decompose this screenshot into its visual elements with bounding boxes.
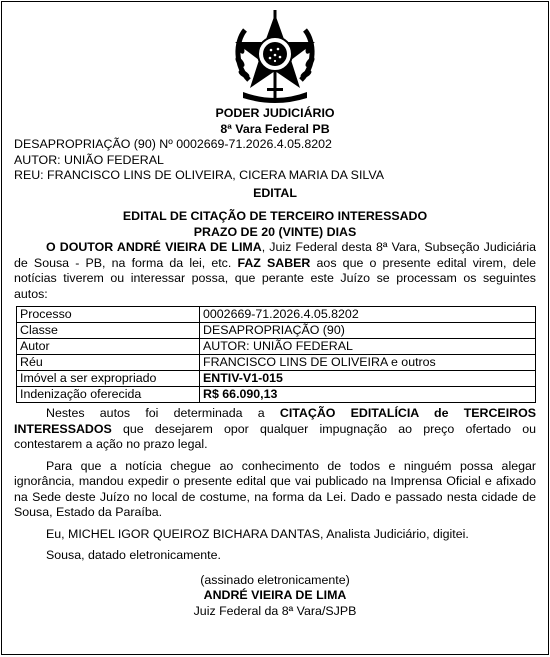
table-row bbox=[17, 371, 536, 387]
table-label: Réu bbox=[17, 355, 200, 371]
table-label: Processo bbox=[17, 307, 200, 323]
citation-emphasis: CITAÇÃO EDITALÍCIA de TERCEIROS INTERESSADOS bbox=[14, 406, 536, 436]
table-label: Indenização oferecida bbox=[17, 387, 200, 403]
table-value: FRANCISCO LINS DE OLIVEIRA e outros bbox=[200, 355, 536, 371]
edital-title: EDITAL DE CITAÇÃO DE TERCEIRO INTERESSADO bbox=[122, 209, 428, 223]
citation-paragraph: Nestes autos foi determinada a CITAÇÃO EDITALÍCIA de TERCEIROS INTERESSADOS que desejarem opor qualquer impugnação ao preço ofertado ou contestarem a ação no prazo legal. bbox=[14, 406, 536, 451]
case-author-line: AUTOR: UNIÃO FEDERAL bbox=[14, 152, 164, 167]
table-row bbox=[17, 339, 536, 355]
case-defendant-line: REU: FRANCISCO LINS DE OLIVEIRA, CICERA MARIA DA SILVA bbox=[14, 168, 384, 182]
header-institution: PODER JUDICIÁRIO bbox=[215, 106, 335, 120]
table-value: 0002669-71.2026.4.05.8202 bbox=[200, 307, 536, 323]
table-label: Autor bbox=[17, 339, 200, 355]
signature-name: ANDRÉ VIEIRA DE LIMA bbox=[203, 588, 347, 602]
table-label: Imóvel a ser expropriado bbox=[17, 371, 200, 387]
signature-role: Juiz Federal da 8ª Vara/SJPB bbox=[193, 603, 357, 618]
signature-block bbox=[14, 573, 536, 620]
judge-name: O DOUTOR ANDRÉ VIEIRA DE LIMA bbox=[46, 240, 262, 254]
table-row bbox=[17, 355, 536, 371]
date-paragraph: Sousa, datado eletronicamente. bbox=[46, 548, 221, 562]
table-label: Classe bbox=[17, 323, 200, 339]
signature-note: (assinado eletronicamente) bbox=[200, 572, 350, 587]
typist-paragraph: Eu, MICHEL IGOR QUEIROZ BICHARA DANTAS, Analista Judiciário, digitei. bbox=[46, 526, 469, 541]
case-number-line: DESAPROPRIAÇÃO (90) Nº 0002669-71.2026.4.05.8202 bbox=[14, 137, 332, 151]
table-row bbox=[17, 387, 536, 403]
document-type: EDITAL bbox=[253, 185, 297, 200]
coat-of-arms-icon bbox=[229, 8, 321, 104]
edital-deadline: PRAZO DE 20 (VINTE) DIAS bbox=[193, 224, 357, 239]
intro-paragraph: O DOUTOR ANDRÉ VIEIRA DE LIMA, Juiz Federal desta 8ª Vara, Subseção Judiciária de Sousa - PB, na forma da lei, etc. FAZ SABER aos que o presente edital virem, dele notícias tiverem ou interessar possa, que perante este Juízo se processam os seguintes autos: bbox=[14, 240, 537, 301]
table-value: R$ 66.090,13 bbox=[200, 387, 536, 403]
table-value: AUTOR: UNIÃO FEDERAL bbox=[200, 339, 536, 355]
case-details-table bbox=[16, 306, 536, 403]
table-value: ENTIV-V1-015 bbox=[200, 371, 536, 387]
table-value: DESAPROPRIAÇÃO (90) bbox=[200, 323, 536, 339]
faz-saber: FAZ SABER bbox=[237, 255, 311, 270]
table-row bbox=[17, 323, 536, 339]
header-court: 8ª Vara Federal PB bbox=[220, 121, 330, 136]
table-row bbox=[17, 307, 536, 323]
publication-paragraph: Para que a notícia chegue ao conhecimento de todos e ninguém possa alegar ignorância, mandou expedir o presente edital que vai publicado na Imprensa Oficial e afixado na Sede deste Juízo no local de costume, na forma da Lei. Dado e passado nesta cidade de Sousa, Estado da Paraíba. bbox=[14, 458, 536, 519]
edital-document bbox=[1, 1, 549, 655]
